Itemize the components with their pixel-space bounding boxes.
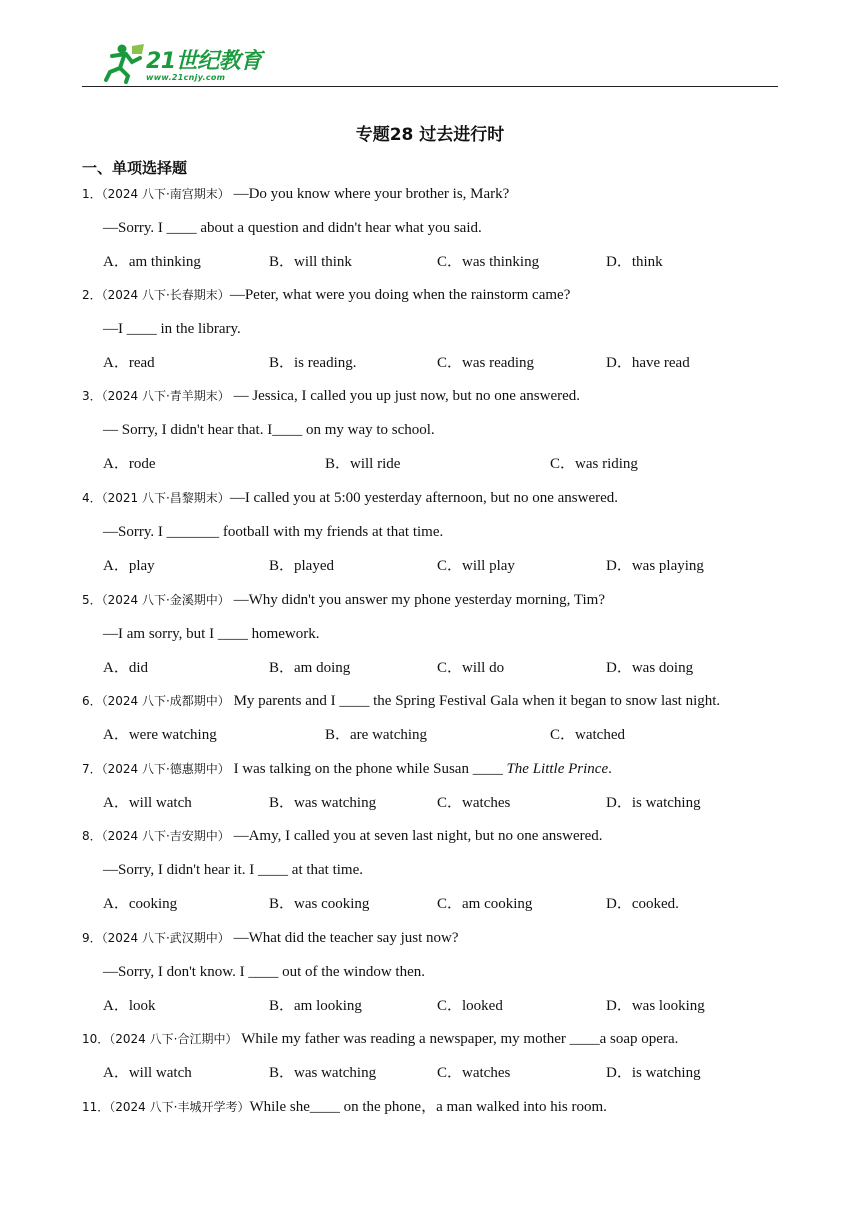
question-number: 2． <box>82 288 102 302</box>
answer-option: D．was playing <box>606 558 704 574</box>
question-stem <box>82 185 509 203</box>
question-number: 3． <box>82 389 102 403</box>
page-title: 专题28 过去进行时 <box>355 125 505 145</box>
answer-option: A．did <box>103 660 149 676</box>
question-number: 5． <box>82 593 102 607</box>
question-stem <box>82 692 720 710</box>
answer-option: C．watches <box>437 1065 511 1081</box>
question-text: While she____ on the phone，a man walked into his room. <box>249 1099 607 1115</box>
book-title: The Little Prince <box>506 761 609 777</box>
answer-option: C．will do <box>437 660 505 676</box>
logo-text: 21世纪教育 <box>146 49 262 74</box>
answer-option: A．were watching <box>103 727 217 743</box>
answer-option: A．will watch <box>103 795 192 811</box>
question-number: 11． <box>82 1100 110 1114</box>
answer-option: A．read <box>103 355 155 371</box>
question-text: —Do you know where your brother is, Mark? <box>229 186 510 202</box>
question-stem <box>82 1098 607 1116</box>
answer-option: A．play <box>103 558 155 574</box>
question-dialogue-line: —I am sorry, but I ____ homework. <box>103 626 320 642</box>
answer-option: B．was watching <box>269 1065 377 1081</box>
answer-option: B．was cooking <box>269 896 370 912</box>
answer-option: C．watched <box>550 727 625 743</box>
answer-option: A．will watch <box>103 1065 192 1081</box>
question-stem <box>82 286 570 304</box>
answer-option: C．was reading <box>437 355 535 371</box>
answer-option: B．am doing <box>269 660 351 676</box>
question-dialogue-line: — Sorry, I didn't hear that. I____ on my way to school. <box>103 422 435 438</box>
answer-option: D．was doing <box>606 660 694 676</box>
question-source: （2024 八下·青羊期末） <box>101 389 230 403</box>
question-stem <box>82 489 618 507</box>
question-text: —Amy, I called you at seven last night, but no one answered. <box>229 828 603 844</box>
question-text: —I called you at 5:00 yesterday afternoon, but no one answered. <box>229 490 619 506</box>
question-dialogue-line: —Sorry, I didn't hear it. I ____ at that time. <box>103 862 364 878</box>
logo <box>102 42 272 84</box>
question-number: 9． <box>82 931 102 945</box>
answer-option: D．is watching <box>606 1065 701 1081</box>
question-source: （2024 八下·南宫期末） <box>101 187 230 201</box>
question-source: （2024 八下·金溪期中） <box>101 593 230 607</box>
question-number: 6． <box>82 694 102 708</box>
question-stem <box>82 387 580 405</box>
question-number: 8． <box>82 829 102 843</box>
question-source: （2024 八下·长春期末） <box>101 288 230 302</box>
answer-option: A．look <box>103 998 156 1014</box>
question-text: I was talking on the phone while Susan ____ <box>229 761 507 777</box>
question-text: While my father was reading a newspaper, my mother ____a soap opera. <box>237 1031 679 1047</box>
question-text: —Why didn't you answer my phone yesterday morning, Tim? <box>229 592 605 608</box>
answer-option: D．was looking <box>606 998 705 1014</box>
answer-option: C．will play <box>437 558 515 574</box>
question-source: （2024 八下·武汉期中） <box>101 931 230 945</box>
answer-option: C．looked <box>437 998 503 1014</box>
question-text-end: . <box>608 761 612 777</box>
answer-option: B．played <box>269 558 334 574</box>
answer-option: B．will ride <box>325 456 401 472</box>
answer-option: C．am cooking <box>437 896 533 912</box>
answer-option: A．rode <box>103 456 156 472</box>
logo-url: www.21cnjy.com <box>146 73 226 82</box>
question-text: — Jessica, I called you up just now, but no one answered. <box>229 388 581 404</box>
answer-option: B．am looking <box>269 998 362 1014</box>
section-heading: 一、单项选择题 <box>82 159 188 177</box>
answer-option: D．think <box>606 254 663 270</box>
answer-option: B．was watching <box>269 795 377 811</box>
question-dialogue-line: —Sorry. I _______ football with my friends at that time. <box>103 524 444 540</box>
question-stem <box>82 1030 678 1048</box>
question-text: My parents and I ____ the Spring Festival Gala when it began to snow last night. <box>229 693 721 709</box>
answer-option: B．are watching <box>325 727 428 743</box>
question-number: 7． <box>82 762 102 776</box>
answer-option: D．cooked. <box>606 896 679 912</box>
question-number: 4． <box>82 491 102 505</box>
answer-option: B．will think <box>269 254 352 270</box>
answer-option: D．have read <box>606 355 690 371</box>
question-number: 1． <box>82 187 102 201</box>
runner-logo-icon <box>102 42 146 84</box>
question-text: —Peter, what were you doing when the rainstorm came? <box>229 287 571 303</box>
question-dialogue-line: —Sorry. I ____ about a question and didn't hear what you said. <box>103 220 482 236</box>
question-source: （2024 八下·德惠期中） <box>101 762 230 776</box>
question-dialogue-line: —Sorry, I don't know. I ____ out of the window then. <box>103 964 425 980</box>
question-stem <box>82 827 603 845</box>
answer-option: A．cooking <box>103 896 178 912</box>
question-source: （2021 八下·昌黎期末） <box>101 491 230 505</box>
question-stem <box>82 591 605 609</box>
question-text: —What did the teacher say just now? <box>229 930 459 946</box>
answer-option: B．is reading. <box>269 355 357 371</box>
question-number: 10． <box>82 1032 110 1046</box>
question-source: （2024 八下·成都期中） <box>101 694 230 708</box>
question-stem <box>82 929 459 947</box>
question-dialogue-line: —I ____ in the library. <box>103 321 241 337</box>
answer-option: C．was riding <box>550 456 638 472</box>
question-source: （2024 八下·丰城开学考） <box>109 1100 250 1114</box>
question-source: （2024 八下·合江期中） <box>109 1032 238 1046</box>
answer-option: C．watches <box>437 795 511 811</box>
answer-option: C．was thinking <box>437 254 540 270</box>
answer-option: A．am thinking <box>103 254 201 270</box>
question-source: （2024 八下·吉安期中） <box>101 829 230 843</box>
question-stem <box>82 760 612 778</box>
answer-option: D．is watching <box>606 795 701 811</box>
page-header <box>82 38 778 87</box>
